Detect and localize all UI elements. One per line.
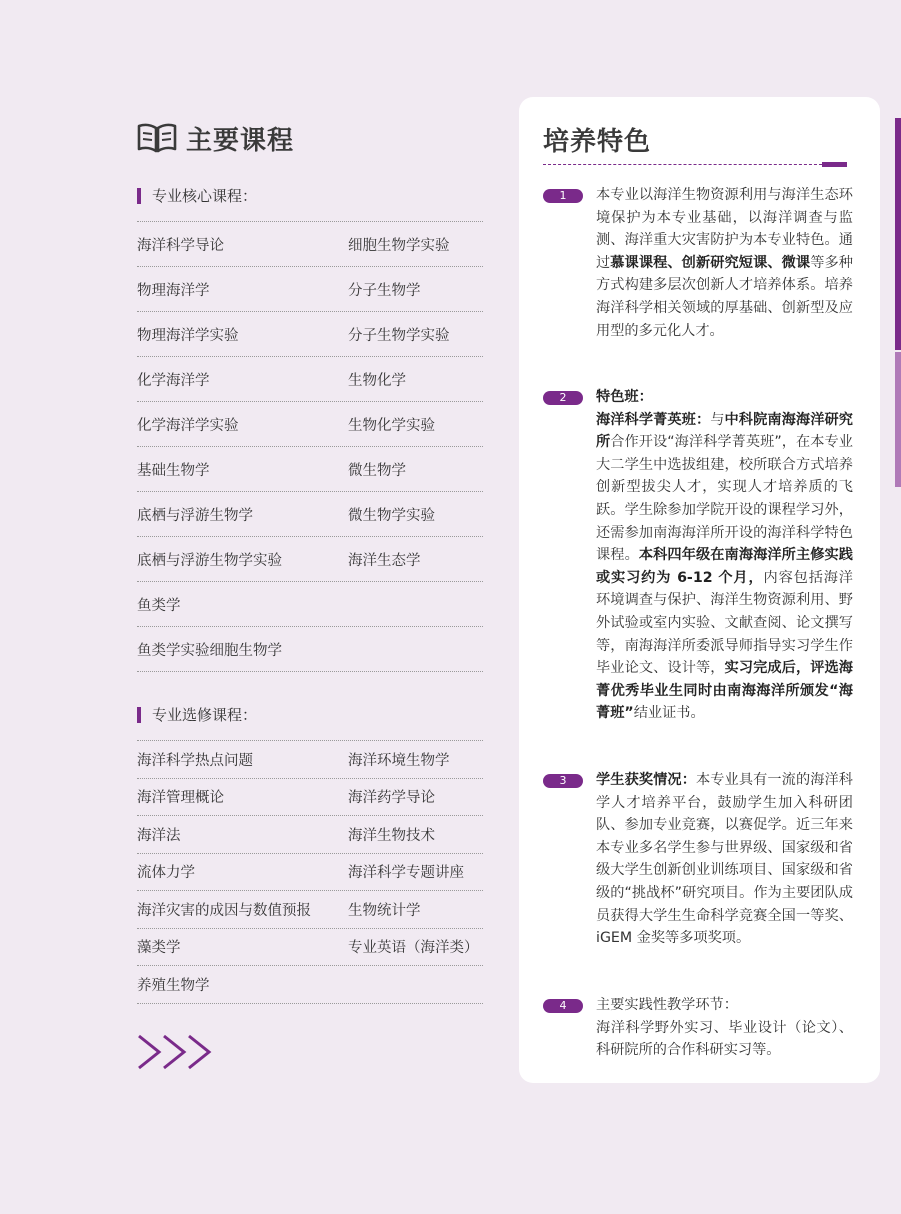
course-name: 流体力学 [137,865,195,882]
emphasis-text: 海洋科学菁英班： [596,411,711,428]
course-row [137,312,483,357]
course-name: 化学海洋学实验 [137,417,239,434]
course-name: 底栖与浮游生物学 [137,507,253,524]
course-name: 养殖生物学 [137,977,210,994]
course-name: 生物统计学 [348,902,421,919]
body-text: 海洋科学野外实习、毕业设计（论文）、科研院所的合作科研实习等。 [596,1019,853,1059]
feature-item [543,184,853,342]
feature-text [596,994,853,1062]
feature-text [596,769,853,950]
course-row [137,492,483,537]
heading-bar [137,188,141,204]
elective-heading-label: 专业选修课程： [152,706,258,724]
courses-title-row [137,118,483,158]
item-number-badge: 3 [543,774,583,788]
course-name: 生物化学实验 [348,417,435,434]
edge-tab-light [895,352,901,487]
item-number-badge: 1 [543,189,583,203]
course-name: 鱼类学实验细胞生物学 [137,642,282,659]
emphasis-text: 本科四年级在南海海洋所主修实践或实习约为 6-12 个月， [596,547,853,586]
feature-item [543,769,853,950]
emphasis-text: 特色班： [596,389,653,405]
course-name: 海洋科学热点问题 [137,752,253,769]
course-row [137,537,483,582]
emphasis-text: 学生获奖情况： [596,772,696,788]
body-text: 与 [710,411,725,428]
course-row [137,222,483,267]
elective-courses-heading [137,704,483,725]
emphasis-text: 中科院南海海洋研究所 [596,411,853,451]
core-course-list [137,221,483,672]
courses-title: 主要课程 [186,125,295,156]
body-text: 本专业具有一流的海洋科学人才培养平台，鼓励学生加入科研团队、参加专业竞赛，以赛促学。近三年来本专业多名学生参与世界级、国家级和省级大学生创新创业训练项目、国家级和省级的“挑战杯”研究项目。作为主要团队成员获得大学生生命科学竞赛全国一等奖、iGEM 金奖等多项奖项。 [596,772,853,947]
course-row [137,447,483,492]
emphasis-text: 实习完成后，评选海菁优秀毕业生同时由南海海洋所颁发“海菁班” [596,660,853,722]
course-name: 海洋科学专题讲座 [348,865,464,882]
course-row [137,929,483,967]
body-text: 合作开设“海洋科学菁英班”，在本专业大二学生中选拔组建，校所联合方式培养创新型拔尖人才，实现人才培养质的飞跃。学生除参加学院开设的课程学习外，还需参加南海海洋所开设的海洋科学特色课程。 [596,434,853,564]
course-row [137,402,483,447]
course-row [137,267,483,312]
body-text: 本专业以海洋生物资源利用与海洋生态环境保护为本专业基础，以海洋调查与监测、海洋重大灾害防护为本专业特色。通过 [596,187,853,271]
features-title: 培养特色 [543,127,652,157]
edge-tab-dark [895,118,901,350]
body-text: 内容包括海洋环境调查与保护、海洋生物资源利用、野外试验或室内实验、文献查阅、论文撰写等，南海海洋所委派导师指导实习学生作毕业论文、设计等， [596,569,853,677]
course-name: 海洋生物技术 [348,827,435,844]
title-divider [543,164,827,165]
feature-item [543,994,853,1062]
course-name: 微生物学 [348,462,406,479]
body-text: 主要实践性教学环节： [596,997,738,1013]
course-name: 海洋药学导论 [348,790,435,807]
course-name: 底栖与浮游生物学实验 [137,552,282,569]
course-name: 海洋法 [137,827,181,844]
title-divider-accent [822,162,847,167]
emphasis-text: 慕课课程、创新研究短课、微课 [610,254,811,271]
course-row [137,627,483,672]
item-number-badge: 2 [543,391,583,405]
chevrons-right-icon [137,1034,483,1074]
course-name: 海洋灾害的成因与数值预报 [137,902,311,919]
open-book-icon [137,121,177,155]
course-row [137,779,483,817]
course-name: 海洋环境生物学 [348,752,450,769]
course-row [137,582,483,627]
core-heading-label: 专业核心课程： [152,187,258,205]
item-number-badge: 4 [543,999,583,1013]
feature-text [596,184,853,342]
course-name: 基础生物学 [137,462,210,479]
course-row [137,854,483,892]
course-name: 分子生物学实验 [348,327,450,344]
feature-item [543,386,853,725]
course-name: 海洋科学导论 [137,237,224,254]
course-row [137,891,483,929]
core-courses-heading [137,185,483,206]
course-name: 物理海洋学实验 [137,327,239,344]
course-name: 物理海洋学 [137,282,210,299]
course-name: 专业英语（海洋类） [348,940,479,957]
course-name: 微生物学实验 [348,507,435,524]
features-card [519,97,880,1083]
course-name: 分子生物学 [348,282,421,299]
course-name: 细胞生物学实验 [348,237,450,254]
course-name: 化学海洋学 [137,372,210,389]
body-text: 结业证书。 [633,705,705,722]
course-row [137,816,483,854]
course-row [137,741,483,779]
course-name: 海洋管理概论 [137,790,224,807]
elective-course-list [137,740,483,1004]
body-text: 等多种方式构建多层次创新人才培养体系。培养海洋科学相关领域的厚基础、创新型及应用型的多元化人才。 [596,254,853,339]
course-name: 藻类学 [137,940,181,957]
course-row [137,357,483,402]
course-name: 海洋生态学 [348,552,421,569]
course-row [137,966,483,1004]
heading-bar [137,707,141,723]
course-name: 鱼类学 [137,597,181,614]
courses-section [137,118,483,1074]
course-name: 生物化学 [348,372,406,389]
feature-text [596,386,853,725]
